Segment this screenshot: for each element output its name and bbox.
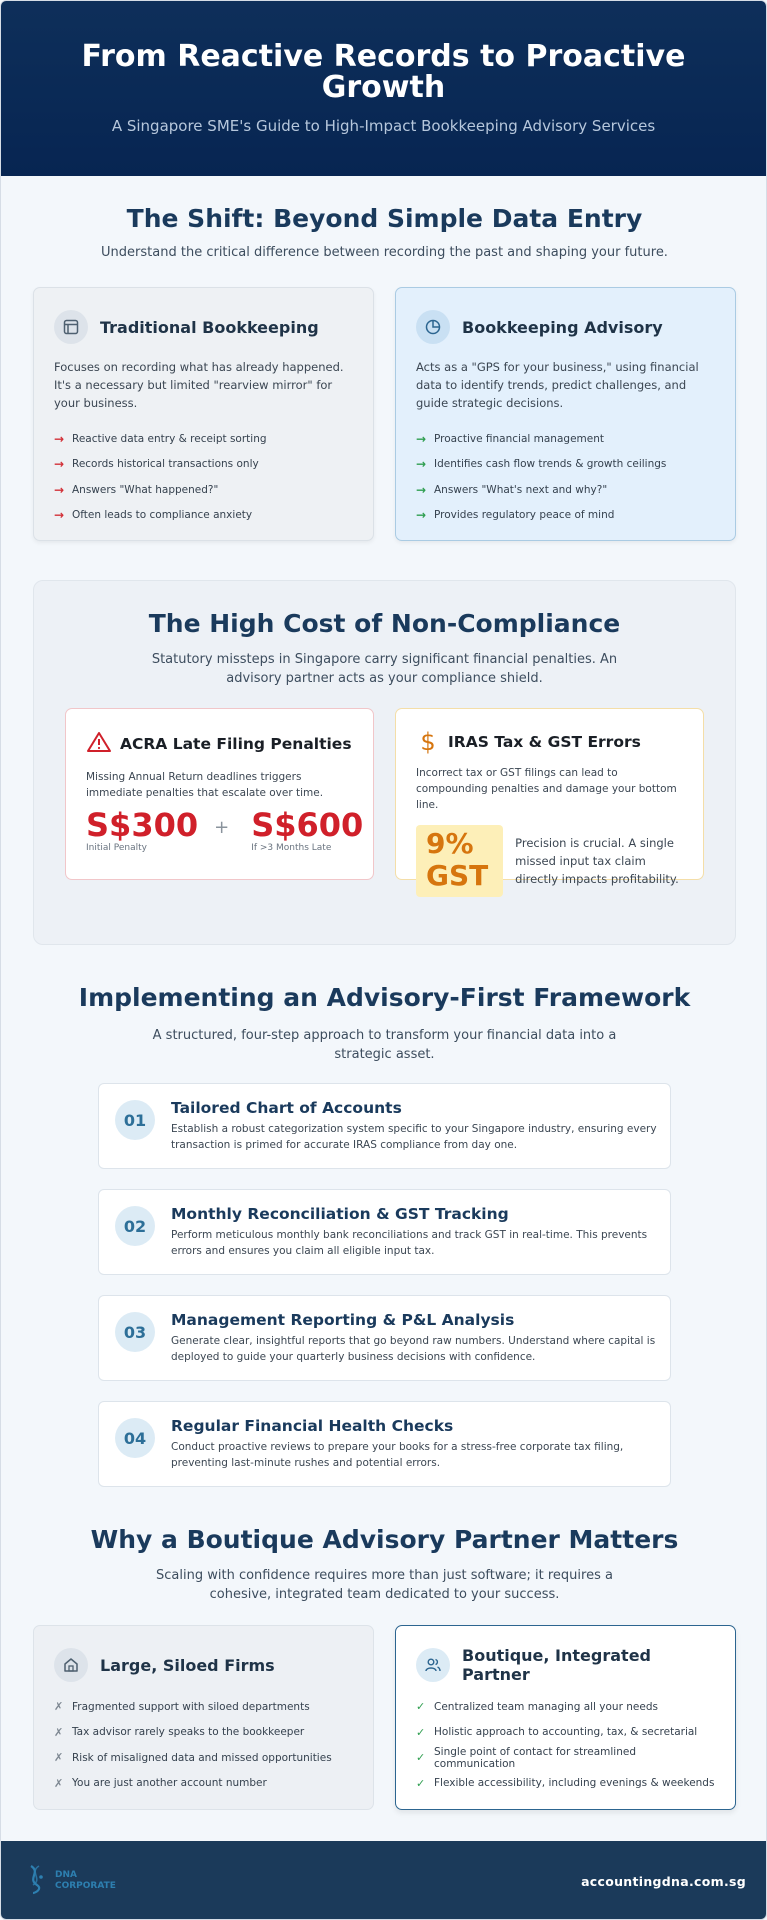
partner-subtitle: Scaling with confidence requires more than just software; it requires a cohesive, integrated team dedicated to your success.: [156, 1568, 613, 1602]
boutique-partner-card: [395, 1625, 736, 1810]
team-icon: [416, 1648, 450, 1682]
step-card: [98, 1189, 671, 1275]
large-firms-card: [33, 1625, 374, 1810]
shift-section: [1, 204, 767, 523]
step-title: Regular Financial Health Checks: [171, 1417, 454, 1435]
list-item: → Answers "What happened?": [54, 482, 219, 497]
x-mark-icon: ✗: [54, 1725, 64, 1739]
x-mark-icon: ✗: [54, 1700, 64, 1714]
list-item: ✗ Tax advisor rarely speaks to the bookkeeper: [54, 1725, 305, 1739]
pie-chart-icon: [416, 310, 450, 344]
x-mark-icon: ✗: [54, 1751, 64, 1765]
late-penalty: S$600 If >3 Months Late: [251, 806, 364, 853]
company-logo: DNA CORPORATE: [23, 1863, 116, 1899]
list-item: ✓ Flexible accessibility, including evenings & weekends: [416, 1776, 715, 1790]
large-firms-title: Large, Siloed Firms: [100, 1655, 275, 1675]
traditional-title: Traditional Bookkeeping: [100, 317, 319, 337]
dna-logo-icon: [23, 1863, 49, 1899]
partner-section: [1, 1525, 767, 1790]
warning-icon: [86, 731, 112, 757]
page-title: From Reactive Records to Proactive Growth: [81, 39, 686, 105]
boutique-list: [416, 1694, 715, 1796]
traditional-bookkeeping-card: [33, 287, 374, 541]
list-item: → Identifies cash flow trends & growth ceilings: [416, 457, 667, 472]
step-title: Tailored Chart of Accounts: [171, 1099, 402, 1117]
compliance-section: [33, 580, 736, 945]
step-number: 03: [115, 1312, 155, 1352]
acra-description: Missing Annual Return deadlines triggers immediate penalties that escalate over time.: [86, 771, 324, 799]
list-item: ✓ Single point of contact for streamlined communication: [416, 1745, 637, 1770]
list-item: ✗ Risk of misaligned data and missed opportunities: [54, 1751, 332, 1765]
arrow-right-icon: →: [416, 508, 427, 523]
compliance-title: The High Cost of Non-Compliance: [148, 609, 621, 638]
advisory-title: Bookkeeping Advisory: [462, 317, 663, 337]
check-icon: ✓: [416, 1725, 426, 1739]
hero-banner: [1, 1, 766, 176]
ledger-icon: [54, 310, 88, 344]
list-item: → Proactive financial management: [416, 431, 604, 446]
arrow-right-icon: →: [54, 431, 65, 446]
check-icon: ✓: [416, 1776, 426, 1790]
footer: [1, 1841, 767, 1920]
step-title: Management Reporting & P&L Analysis: [171, 1311, 515, 1329]
comparison-row: [33, 287, 736, 541]
check-icon: ✓: [416, 1700, 426, 1714]
step-card: [98, 1083, 671, 1169]
step-description: Perform meticulous monthly bank reconciliations and track GST in real-time. This prevents errors and ensures you claim all eligible input tax.: [171, 1229, 648, 1257]
x-mark-icon: ✗: [54, 1776, 64, 1790]
partner-title: Why a Boutique Advisory Partner Matters: [90, 1525, 679, 1554]
list-item: → Records historical transactions only: [54, 457, 259, 472]
gst-badge: 9% GST: [416, 825, 503, 897]
list-item: ✗ Fragmented support with siloed departments: [54, 1700, 310, 1714]
traditional-description: Focuses on recording what has already happened. It's a necessary but limited "rearview mirror" for your business.: [54, 360, 344, 410]
arrow-right-icon: →: [416, 431, 427, 446]
arrow-right-icon: →: [416, 457, 427, 472]
list-item: ✓ Centralized team managing all your needs: [416, 1700, 658, 1714]
list-item: ✓ Holistic approach to accounting, tax, & secretarial: [416, 1725, 698, 1739]
framework-title: Implementing an Advisory-First Framework: [78, 983, 691, 1012]
framework-section: [1, 983, 767, 1469]
iras-title: IRAS Tax & GST Errors: [448, 733, 641, 751]
step-title: Monthly Reconciliation & GST Tracking: [171, 1205, 509, 1223]
traditional-list: [54, 426, 353, 528]
advisory-description: Acts as a "GPS for your business," using financial data to identify trends, predict challenges, and guide strategic decisions.: [416, 360, 699, 410]
step-number: 04: [115, 1418, 155, 1458]
shift-subtitle: Understand the critical difference between recording the past and shaping your future.: [101, 245, 668, 260]
advisory-list: [416, 426, 715, 528]
step-card: [98, 1401, 671, 1487]
step-description: Establish a robust categorization system specific to your Singapore industry, ensuring every transaction is primed for accurate IRAS compliance from day one.: [171, 1123, 657, 1151]
gst-note: Precision is crucial. A single missed input tax claim directly impacts profitability.: [515, 836, 679, 886]
penalty-amounts: [86, 806, 364, 853]
compliance-subtitle: Statutory missteps in Singapore carry significant financial penalties. An advisory partner acts as your compliance shield.: [151, 652, 618, 686]
list-item: → Reactive data entry & receipt sorting: [54, 431, 267, 446]
page-subtitle: A Singapore SME's Guide to High-Impact Bookkeeping Advisory Services: [111, 117, 656, 135]
boutique-title: Boutique, Integrated Partner: [462, 1646, 651, 1684]
step-number: 01: [115, 1100, 155, 1140]
large-firms-list: [54, 1694, 353, 1796]
building-icon: [54, 1648, 88, 1682]
list-item: → Answers "What's next and why?": [416, 482, 608, 497]
iras-description: Incorrect tax or GST filings can lead to compounding penalties and damage your bottom line.: [416, 767, 677, 811]
acra-penalty-card: [65, 708, 374, 880]
arrow-right-icon: →: [54, 508, 65, 523]
acra-title: ACRA Late Filing Penalties: [120, 735, 352, 753]
bookkeeping-advisory-card: [395, 287, 736, 541]
step-description: Conduct proactive reviews to prepare your books for a stress-free corporate tax filing, preventing last-minute rushes and potential errors.: [171, 1441, 624, 1469]
list-item: → Provides regulatory peace of mind: [416, 508, 615, 523]
initial-penalty: S$300 Initial Penalty: [86, 806, 199, 853]
check-icon: ✓: [416, 1751, 426, 1765]
list-item: ✗ You are just another account number: [54, 1776, 267, 1790]
shift-title: The Shift: Beyond Simple Data Entry: [126, 204, 643, 233]
arrow-right-icon: →: [54, 457, 65, 472]
plus-sign: +: [214, 817, 230, 838]
website-link[interactable]: accountingdna.com.sg: [581, 1873, 746, 1889]
framework-subtitle: A structured, four-step approach to transform your financial data into a strategic asset.: [152, 1028, 617, 1062]
list-item: → Often leads to compliance anxiety: [54, 508, 253, 523]
step-card: [98, 1295, 671, 1381]
dollar-icon: $: [420, 728, 436, 756]
step-number: 02: [115, 1206, 155, 1246]
arrow-right-icon: →: [416, 482, 427, 497]
iras-error-card: [395, 708, 704, 892]
step-description: Generate clear, insightful reports that go beyond raw numbers. Understand where capital is deployed to guide your quarterly business decisions with confidence.: [171, 1335, 656, 1363]
arrow-right-icon: →: [54, 482, 65, 497]
